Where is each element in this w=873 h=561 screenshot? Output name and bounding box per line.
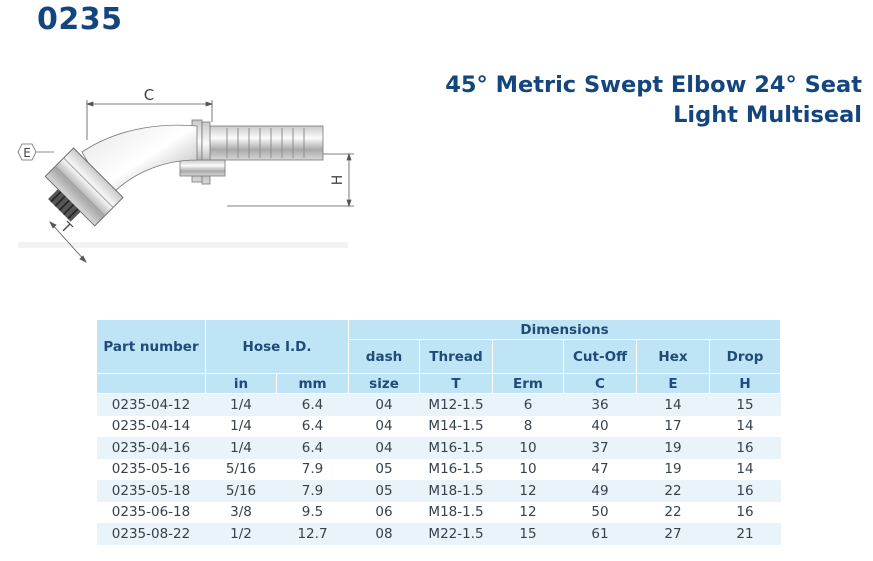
unit-c: C — [564, 374, 637, 394]
header-thread: Thread — [420, 340, 493, 374]
header-hex: Hex — [637, 340, 710, 374]
unit-mm: mm — [277, 374, 349, 394]
cell-in: 5/16 — [206, 480, 277, 502]
cell-thread: M18-1.5 — [420, 480, 493, 502]
cell-size: 04 — [349, 394, 420, 416]
cell-h: 16 — [710, 437, 781, 459]
cell-thread: M18-1.5 — [420, 502, 493, 524]
cell-erm: 12 — [493, 502, 564, 524]
cell-e: 19 — [637, 437, 710, 459]
cell-part: 0235-08-22 — [97, 523, 206, 545]
table-row — [97, 416, 781, 438]
cell-size: 05 — [349, 480, 420, 502]
cell-in: 1/4 — [206, 416, 277, 438]
cell-part: 0235-04-14 — [97, 416, 206, 438]
header-erm-blank — [493, 340, 564, 374]
label-h: H — [330, 174, 346, 186]
header-dimensions: Dimensions — [349, 320, 781, 340]
cell-size: 04 — [349, 416, 420, 438]
cell-erm: 12 — [493, 480, 564, 502]
cell-thread: M16-1.5 — [420, 459, 493, 481]
product-title-line1: 45° Metric Swept Elbow 24° Seat — [445, 72, 862, 98]
unit-in: in — [206, 374, 277, 394]
unit-erm: Erm — [493, 374, 564, 394]
cell-h: 14 — [710, 416, 781, 438]
unit-size: size — [349, 374, 420, 394]
cell-thread: M14-1.5 — [420, 416, 493, 438]
cell-mm: 7.9 — [277, 480, 349, 502]
header-part-number: Part number — [97, 320, 206, 374]
cell-size: 06 — [349, 502, 420, 524]
cell-e: 27 — [637, 523, 710, 545]
table-row — [97, 394, 781, 416]
header-drop: Drop — [710, 340, 781, 374]
table-row — [97, 459, 781, 481]
cell-h: 14 — [710, 459, 781, 481]
shadow — [18, 242, 348, 248]
header-cutoff: Cut-Off — [564, 340, 637, 374]
cell-in: 1/4 — [206, 394, 277, 416]
unit-t: T — [420, 374, 493, 394]
cell-part: 0235-04-16 — [97, 437, 206, 459]
cell-e: 17 — [637, 416, 710, 438]
label-c: C — [143, 86, 155, 104]
product-title — [445, 70, 862, 130]
table-body — [97, 394, 781, 545]
cell-c: 47 — [564, 459, 637, 481]
cell-e: 22 — [637, 480, 710, 502]
unit-part-blank — [97, 374, 206, 394]
cell-e: 22 — [637, 502, 710, 524]
cell-thread: M16-1.5 — [420, 437, 493, 459]
cell-c: 40 — [564, 416, 637, 438]
cell-c: 49 — [564, 480, 637, 502]
table-row — [97, 502, 781, 524]
cell-e: 19 — [637, 459, 710, 481]
cell-h: 16 — [710, 480, 781, 502]
cell-size: 08 — [349, 523, 420, 545]
cell-size: 05 — [349, 459, 420, 481]
cell-c: 61 — [564, 523, 637, 545]
table-header-row-group — [97, 320, 781, 340]
cell-c: 50 — [564, 502, 637, 524]
unit-e: E — [637, 374, 710, 394]
cell-h: 15 — [710, 394, 781, 416]
cell-mm: 6.4 — [277, 394, 349, 416]
table-header-row-units — [97, 374, 781, 394]
cell-mm: 7.9 — [277, 459, 349, 481]
cell-erm: 10 — [493, 459, 564, 481]
table-row — [97, 437, 781, 459]
unit-h: H — [710, 374, 781, 394]
table-row — [97, 480, 781, 502]
cell-mm: 9.5 — [277, 502, 349, 524]
cell-part: 0235-06-18 — [97, 502, 206, 524]
hose-tail — [180, 120, 323, 184]
cell-in: 1/2 — [206, 523, 277, 545]
fitting-drawing — [12, 82, 362, 272]
cell-erm: 6 — [493, 394, 564, 416]
cell-c: 37 — [564, 437, 637, 459]
header-hose-id: Hose I.D. — [206, 320, 349, 374]
cell-in: 1/4 — [206, 437, 277, 459]
cell-c: 36 — [564, 394, 637, 416]
cell-in: 5/16 — [206, 459, 277, 481]
cell-e: 14 — [637, 394, 710, 416]
dimensions-table — [96, 319, 781, 545]
cell-erm: 10 — [493, 437, 564, 459]
cell-erm: 15 — [493, 523, 564, 545]
cell-thread: M22-1.5 — [420, 523, 493, 545]
cell-h: 16 — [710, 502, 781, 524]
product-title-line2: Light Multiseal — [673, 102, 862, 128]
cell-part: 0235-05-16 — [97, 459, 206, 481]
table-row — [97, 523, 781, 545]
cell-erm: 8 — [493, 416, 564, 438]
cell-thread: M12-1.5 — [420, 394, 493, 416]
label-t: T — [57, 219, 75, 237]
cell-mm: 6.4 — [277, 437, 349, 459]
cell-mm: 12.7 — [277, 523, 349, 545]
header-dash: dash — [349, 340, 420, 374]
cell-part: 0235-04-12 — [97, 394, 206, 416]
product-code: 0235 — [37, 2, 123, 37]
cell-size: 04 — [349, 437, 420, 459]
cell-part: 0235-05-18 — [97, 480, 206, 502]
label-e: E — [23, 146, 31, 160]
cell-mm: 6.4 — [277, 416, 349, 438]
cell-h: 21 — [710, 523, 781, 545]
cell-in: 3/8 — [206, 502, 277, 524]
